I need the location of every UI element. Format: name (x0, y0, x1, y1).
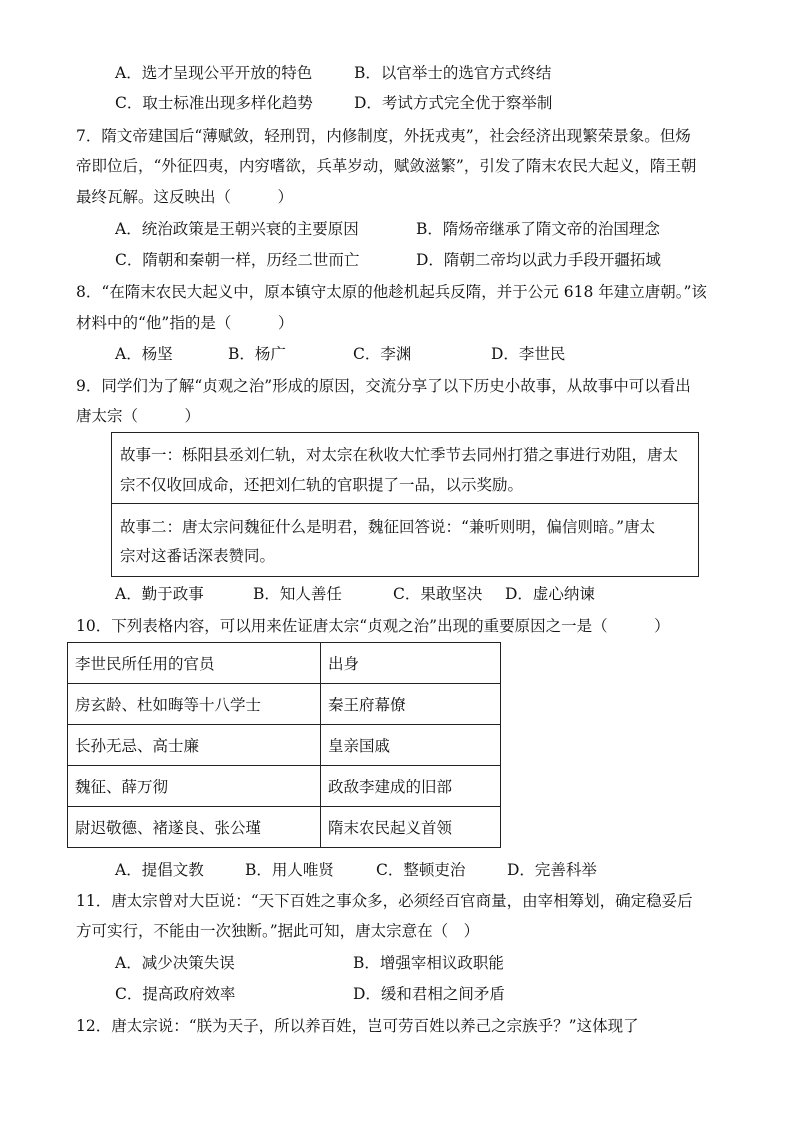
table-cell: 皇亲国戚 (321, 725, 501, 766)
q11-stem-line-1: 11．唐太宗曾对大臣说：“天下百姓之事众多，必须经百官商量，由宰相筹划，确定稳妥后 (76, 892, 693, 910)
table-cell: 魏征、薛万彻 (68, 766, 321, 807)
table-cell: 长孙无忌、高士廉 (68, 725, 321, 766)
q9-option-a: A．勤于政事 (115, 585, 204, 603)
q7-option-b: B．隋炀帝继承了隋文帝的治国理念 (416, 220, 660, 238)
table-row (68, 766, 501, 807)
q8-option-b: B．杨广 (228, 345, 286, 363)
table-header-row (68, 643, 501, 684)
story-1-line-1: 故事一：栎阳县丞刘仁轨，对太宗在秋收大忙季节去同州打猎之事进行劝阻，唐太 (120, 446, 679, 464)
q11-option-a: A．减少决策失误 (115, 954, 235, 972)
q8-stem-line-1: 8．“在隋末农民大起义中，原本镇守太原的他趁机起兵反隋，并于公元 618 年建立唐朝。”该 (76, 283, 707, 301)
q11-option-c: C．提高政府效率 (115, 985, 236, 1003)
q8-option-c: C．李渊 (353, 345, 412, 363)
q8-option-d: D．李世民 (491, 345, 566, 363)
table-cell: 尉迟敬德、褚遂良、张公瑾 (68, 807, 321, 848)
story-box (111, 432, 699, 577)
table-cell: 政敌李建成的旧部 (321, 766, 501, 807)
table-cell: 房玄龄、杜如晦等十八学士 (68, 684, 321, 725)
q9-option-b: B．知人善任 (253, 585, 342, 603)
q7-option-a: A．统治政策是王朝兴衰的主要原因 (115, 220, 359, 238)
q10-option-c: C．整顿吏治 (376, 861, 466, 879)
q6-option-b: B．以官举士的选官方式终结 (354, 64, 552, 82)
q9-stem-line-2: 唐太宗（ ） (76, 407, 201, 425)
q10-stem-line-1: 10．下列表格内容，可以用来佐证唐太宗“贞观之治”出现的重要原因之一是（ ） (76, 617, 670, 635)
story-1-line-2: 宗不仅收回成命，还把刘仁轨的官职提了一品，以示奖励。 (120, 476, 524, 494)
q9-option-c: C．果敢坚决 (393, 585, 483, 603)
q8-option-a: A．杨坚 (115, 345, 173, 363)
table-row (68, 725, 501, 766)
q7-stem-line-1: 7．隋文帝建国后“薄赋敛，轻刑罚，内修制度，外抚戎夷”，社会经济出现繁荣景象。但炀 (76, 127, 691, 145)
q11-option-b: B．增强宰相议政职能 (353, 954, 504, 972)
q7-option-d: D．隋朝二帝均以武力手段开疆拓域 (416, 251, 661, 269)
officials-table (67, 642, 501, 848)
q6-option-d: D．考试方式完全优于察举制 (354, 94, 553, 112)
q9-stem-line-1: 9．同学们为了解“贞观之治”形成的原因，交流分享了以下历史小故事，从故事中可以看出 (76, 377, 691, 395)
table-row (68, 684, 501, 725)
q11-stem-line-2: 方可实行，不能由一次独断。”据此可知，唐太宗意在（ ） (76, 922, 480, 940)
story-2-line-1: 故事二：唐太宗问魏征什么是明君，魏征回答说：“兼听则明，偏信则暗。”唐太 (120, 518, 656, 536)
q10-option-b: B．用人唯贤 (245, 861, 334, 879)
table-cell: 秦王府幕僚 (321, 684, 501, 725)
q11-option-d: D．缓和君相之间矛盾 (353, 985, 505, 1003)
q10-option-a: A．提倡文教 (115, 861, 204, 879)
q7-stem-line-2: 帝即位后，“外征四夷，内穷嗜欲，兵革岁动，赋敛滋繁”，引发了隋末农民大起义，隋王朝 (76, 157, 697, 175)
q9-option-d: D．虚心纳谏 (505, 585, 595, 603)
table-header-cell: 出身 (321, 643, 501, 684)
q6-option-c: C．取士标准出现多样化趋势 (115, 94, 313, 112)
q6-option-a: A．选才呈现公平开放的特色 (115, 64, 313, 82)
table-row (68, 807, 501, 848)
table-cell: 隋末农民起义首领 (321, 807, 501, 848)
q7-option-c: C．隋朝和秦朝一样，历经二世而亡 (115, 251, 360, 269)
q7-stem-line-3: 最终瓦解。这反映出（ ） (76, 188, 294, 206)
story-2-line-2: 宗对这番话深表赞同。 (120, 547, 276, 565)
q12-stem-line-1: 12．唐太宗说：“朕为天子，所以养百姓，岂可劳百姓以养己之宗族乎？”这体现了 (76, 1017, 639, 1035)
table-header-cell: 李世民所任用的官员 (68, 643, 321, 684)
q10-option-d: D．完善科举 (507, 861, 597, 879)
q8-stem-line-2: 材料中的“他”指的是（ ） (76, 314, 294, 332)
story-divider (112, 503, 698, 504)
